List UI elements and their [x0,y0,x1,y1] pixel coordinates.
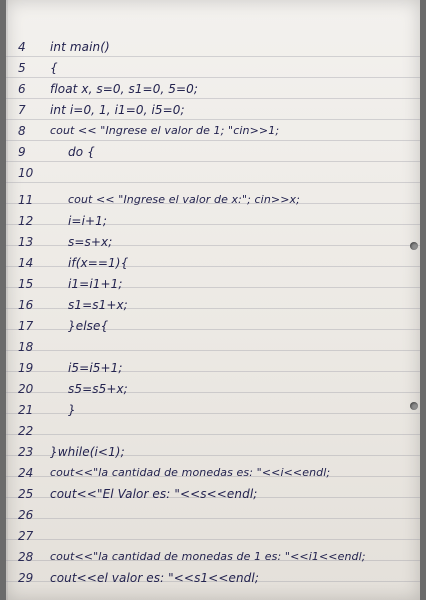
ruled-line [6,539,420,540]
line-number: 13 [18,235,34,249]
line-number: 17 [18,319,34,333]
ruled-line [6,161,420,162]
code-line: float x, s=0, s1=0, 5=0; [50,82,199,96]
code-line: int i=0, 1, i1=0, i5=0; [50,103,185,117]
line-number: 14 [18,256,34,270]
line-number: 7 [18,103,26,117]
ruled-line [6,350,420,351]
line-number: 4 [18,40,26,54]
ruled-line [6,56,420,57]
ruled-line [6,182,420,183]
line-number: 23 [18,445,34,459]
code-line: { [50,61,58,75]
ruled-line [6,98,420,99]
line-number: 19 [18,361,34,375]
ruled-line [6,434,420,435]
code-line: cout<<"El Valor es: "<<s<<endl; [50,487,258,501]
code-line: if(x==1){ [68,256,129,270]
code-line: cout<<el valor es: "<<s1<<endl; [50,571,259,585]
code-line: }while(i<1); [50,445,125,459]
ruled-line [6,140,420,141]
line-number: 25 [18,487,34,501]
code-line: do { [68,145,95,159]
code-line: s5=s5+x; [68,382,128,396]
line-number: 18 [18,340,34,354]
page-edge [6,0,8,600]
line-number: 9 [18,145,26,159]
line-number: 6 [18,82,26,96]
code-line: } [68,403,76,417]
line-number: 27 [18,529,34,543]
line-number: 12 [18,214,34,228]
ruled-line [6,119,420,120]
line-number: 21 [18,403,34,417]
binder-hole [410,402,418,410]
binder-hole [410,242,418,250]
notebook-page [6,0,420,600]
line-number: 20 [18,382,34,396]
line-number: 24 [18,466,34,480]
line-number: 22 [18,424,34,438]
ruled-line [6,518,420,519]
ruled-line [6,77,420,78]
code-line: i1=i1+1; [68,277,123,291]
code-line: cout<<"la cantidad de monedas de 1 es: "<<i1<<endl; [50,550,366,563]
line-number: 10 [18,166,34,180]
line-number: 26 [18,508,34,522]
line-number: 28 [18,550,34,564]
code-line: s=s+x; [68,235,113,249]
code-line: }else{ [68,319,109,333]
code-line: i5=i5+1; [68,361,123,375]
line-number: 8 [18,124,26,138]
line-number: 15 [18,277,34,291]
line-number: 16 [18,298,34,312]
code-line: i=i+1; [68,214,108,228]
code-line: cout<<"la cantidad de monedas es: "<<i<<endl; [50,466,331,479]
code-line: cout << "Ingrese el valor de x:"; cin>>x; [68,193,300,206]
line-number: 11 [18,193,34,207]
code-line: int main() [50,40,110,54]
line-number: 29 [18,571,34,585]
code-line: s1=s1+x; [68,298,128,312]
code-line: cout << "Ingrese el valor de 1; "cin>>1; [50,124,280,137]
line-number: 5 [18,61,26,75]
